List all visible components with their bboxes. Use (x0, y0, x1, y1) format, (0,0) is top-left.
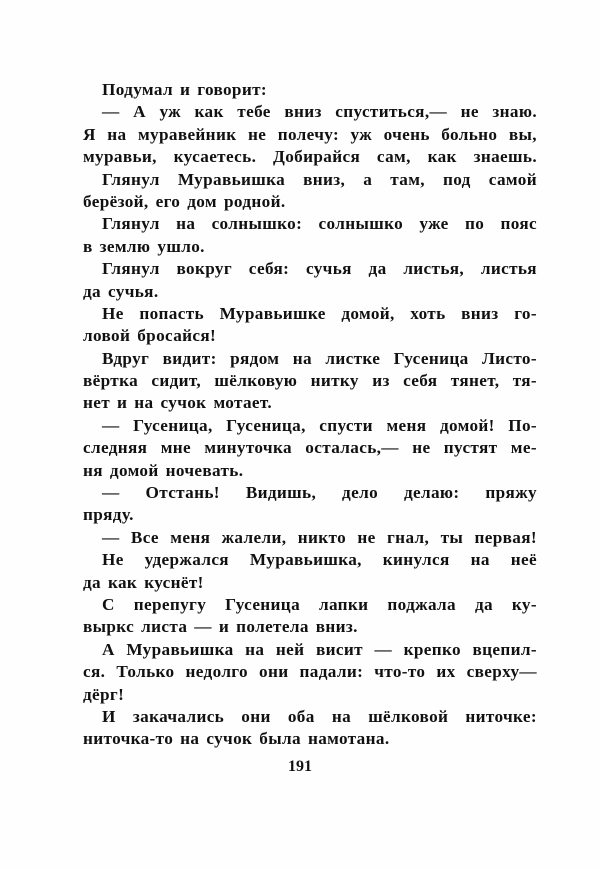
text-line: следняя мне минуточка осталась,— не пустят ме- (83, 438, 537, 458)
text-line: пряду. (83, 505, 134, 525)
text-line: Я на муравейник не полечу: уж очень больно вы, (83, 124, 537, 144)
text-line: — Все меня жалели, никто не гнал, ты первая! (102, 527, 537, 547)
text-line: ся. Только недолго они падали: что-то их сверху— (83, 662, 537, 682)
text-line: Глянул вокруг себя: сучья да листья, листья (102, 259, 537, 279)
text-line: Вдруг видит: рядом на листке Гусеница Листо- (102, 348, 537, 368)
text-line: дёрг! (83, 684, 125, 704)
text-line: ня домой ночевать. (83, 460, 244, 480)
body-text (83, 79, 537, 751)
text-line: — Гусеница, Гусеница, спусти меня домой! По- (102, 415, 537, 435)
text-line: ловой бросайся! (83, 326, 217, 346)
text-line: вёртка сидит, шёлковую нитку из себя тянет, тя- (83, 371, 537, 391)
text-line: ниточка-то на сучок была намотана. (83, 729, 390, 749)
text-line: Не удержался Муравьишка, кинулся на неё (102, 550, 537, 570)
text-line: да сучья. (83, 281, 159, 301)
text-line: в землю ушло. (83, 236, 205, 256)
text-line: Не попасть Муравьишке домой, хоть вниз го- (102, 303, 537, 323)
text-line: нет и на сучок мотает. (83, 393, 273, 413)
text-line: А Муравьишка на ней висит — крепко вцепил- (102, 639, 537, 659)
text-line: Подумал и говорит: (102, 80, 267, 99)
text-line: берёзой, его дом родной. (83, 191, 286, 211)
text-line: да как куснёт! (83, 572, 204, 592)
text-line: И закачались они оба на шёлковой ниточке: (102, 706, 537, 726)
text-line: Глянул Муравьишка вниз, а там, под самой (102, 169, 537, 189)
text-line: муравьи, кусаетесь. Добирайся сам, как знаешь. (83, 147, 537, 167)
text-line: Глянул на солнышко: солнышко уже по пояс (102, 214, 537, 234)
text-line: — Отстань! Видишь, дело делаю: пряжу (102, 483, 537, 503)
text-line: С перепугу Гусеница лапки поджала да ку- (102, 594, 537, 614)
text-line: — А уж как тебе вниз спуститься,— не знаю. (102, 102, 537, 122)
text-line: выркс листа — и полетела вниз. (83, 617, 358, 637)
page-number: 191 (288, 758, 312, 775)
